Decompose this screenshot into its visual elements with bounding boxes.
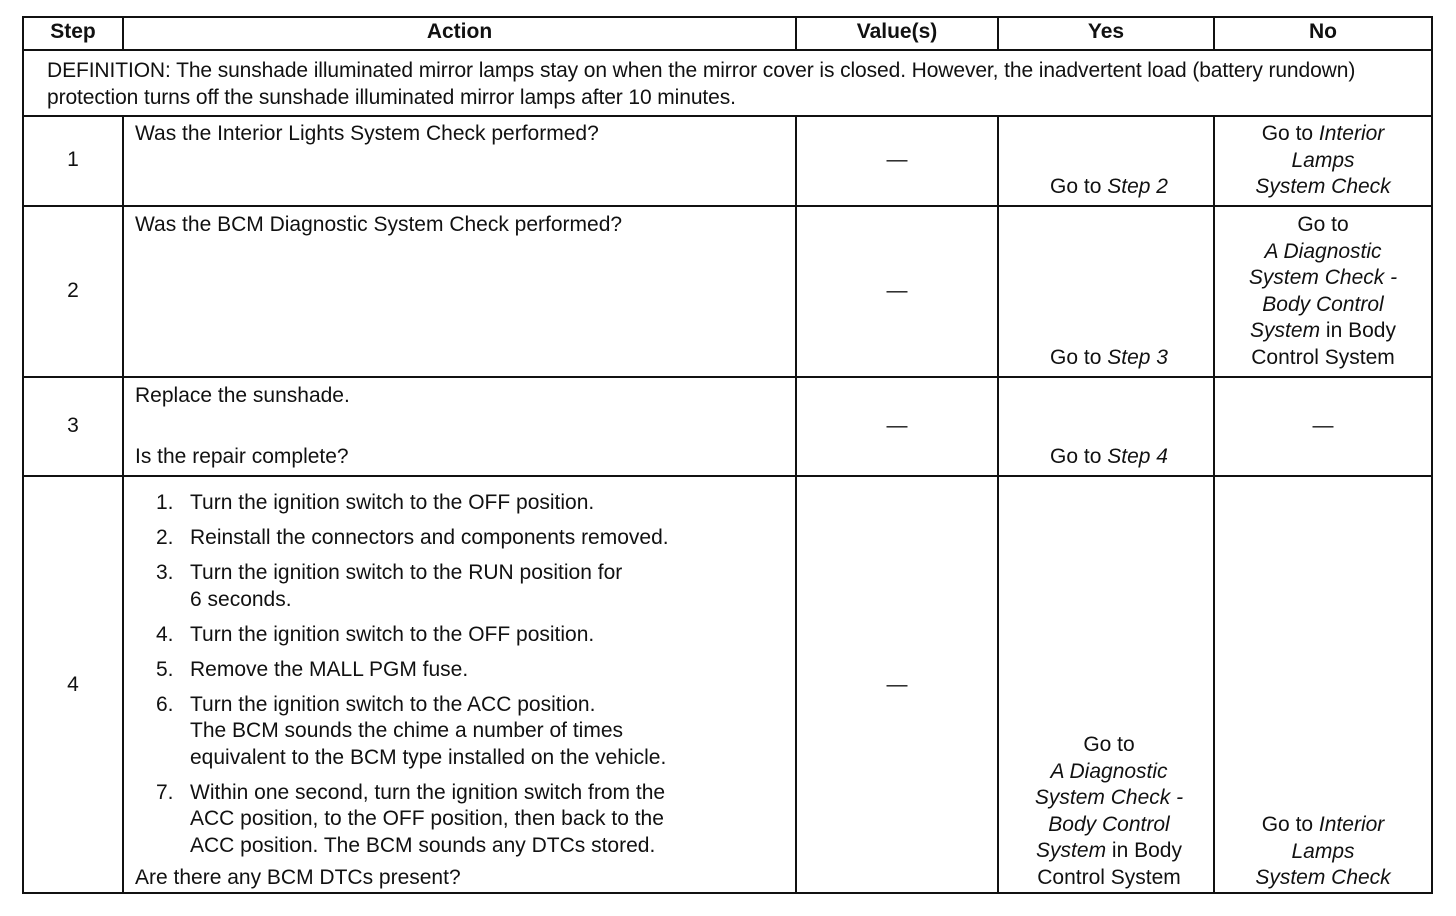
yes-goto-step: Go to Step 2 — [1050, 175, 1168, 198]
action-text: Was the Interior Lights System Check performed? — [135, 122, 599, 145]
no-dash: — — [1312, 414, 1334, 437]
step-number: 1 — [67, 148, 79, 171]
no-goto-interior-lamps: Go to Interior Lamps System Check — [1255, 122, 1391, 198]
table-border-bottom — [22, 892, 1433, 894]
header-step: Step — [50, 20, 96, 43]
list-item: 1. Turn the ignition switch to the OFF position. — [156, 491, 595, 514]
list-item: 2. Reinstall the connectors and components removed. — [156, 526, 669, 549]
header-divider — [22, 49, 1433, 51]
table-border-right — [1431, 16, 1433, 894]
header-values: Value(s) — [856, 20, 938, 43]
list-item: 3. Turn the ignition switch to the RUN position for 6 seconds. — [156, 561, 623, 611]
step-number: 4 — [67, 673, 79, 696]
list-item: 5. Remove the MALL PGM fuse. — [156, 657, 469, 681]
value-dash: — — [886, 414, 908, 437]
list-item: 7. Within one second, turn the ignition switch from the ACC position, to the OFF position, then back to the ACC position. The BCM sounds any DTCs stored. — [156, 780, 666, 857]
definition-text: DEFINITION: The sunshade illuminated mirror lamps stay on when the mirror cover is closed. However, the inadvertent load (battery rundown) protection turns off the sunshade illuminated mirror lamps after 10 minutes. — [47, 59, 1356, 109]
list-item: 6. Turn the ignition switch to the ACC position. The BCM sounds the chime a number of times equivalent to the BCM type installed on the vehicle. — [156, 692, 667, 769]
header-no: No — [1309, 20, 1337, 43]
yes-goto-step: Go to Step 3 — [1050, 346, 1168, 369]
row-3-divider — [22, 475, 1433, 477]
row-2-divider — [22, 376, 1433, 378]
list-item: 4. Turn the ignition switch to the OFF position. — [156, 622, 595, 646]
col-divider-step-body — [122, 115, 124, 894]
step-number: 2 — [67, 279, 79, 302]
action-text: Replace the sunshade. — [135, 384, 350, 407]
row-1-divider — [22, 205, 1433, 207]
col-divider-action-body — [795, 115, 797, 894]
step-number: 3 — [67, 414, 79, 437]
value-dash: — — [886, 279, 908, 302]
no-goto-diagnostic-check: Go to A Diagnostic System Check - Body Control System in Body Control System — [1248, 213, 1398, 369]
table-border-top — [22, 16, 1433, 18]
no-goto-interior-lamps: Go to Interior Lamps System Check — [1255, 813, 1391, 889]
action-text: Was the BCM Diagnostic System Check performed? — [135, 213, 623, 236]
header-action: Action — [426, 20, 493, 43]
value-dash: — — [886, 673, 908, 696]
action-substeps — [135, 490, 790, 868]
action-question: Is the repair complete? — [135, 445, 349, 468]
action-question: Are there any BCM DTCs present? — [135, 866, 461, 889]
definition-divider — [22, 115, 1433, 117]
value-dash: — — [886, 148, 908, 171]
yes-goto-diagnostic-check: Go to A Diagnostic System Check - Body Control System in Body Control System — [1034, 733, 1184, 889]
header-yes: Yes — [1087, 20, 1125, 43]
yes-goto-step: Go to Step 4 — [1050, 445, 1168, 468]
